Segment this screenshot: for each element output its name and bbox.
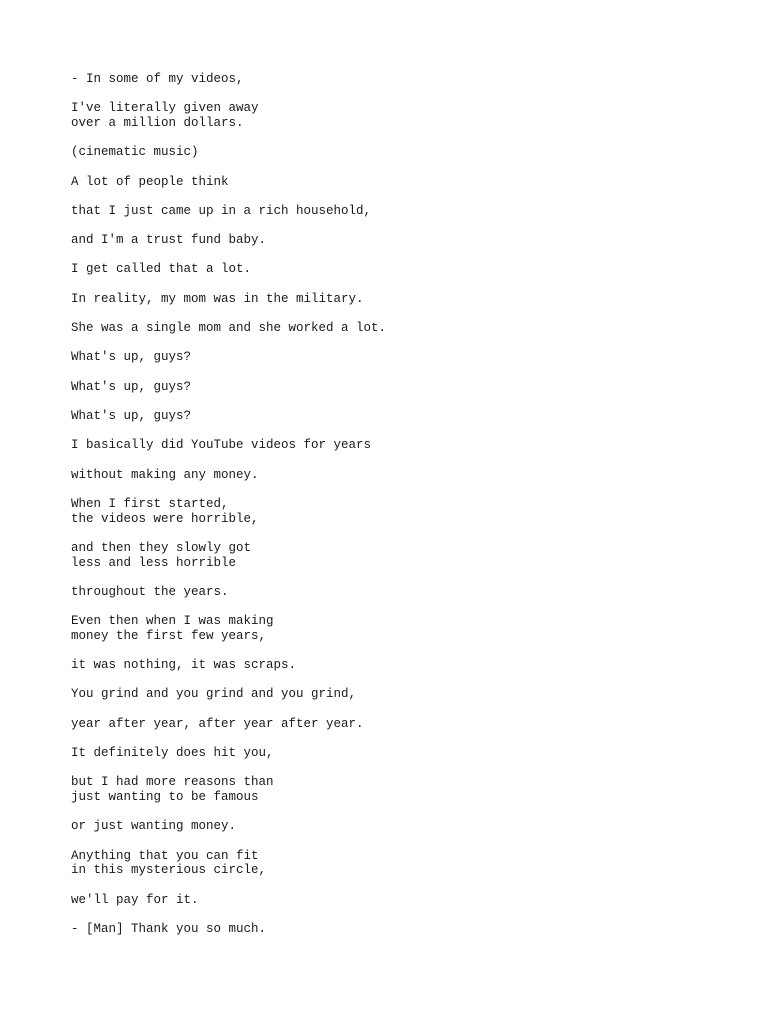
transcript-line: year after year, after year after year. — [71, 716, 364, 731]
transcript-line: we'll pay for it. — [71, 892, 199, 907]
transcript-paragraph — [71, 233, 711, 248]
transcript-line: and I'm a trust fund baby. — [71, 233, 267, 248]
transcript-paragraph — [71, 585, 711, 600]
transcript-body — [71, 72, 711, 951]
transcript-line: that I just came up in a rich household, — [71, 203, 372, 218]
transcript-paragraph — [71, 922, 711, 937]
transcript-paragraph — [71, 614, 711, 643]
transcript-line: without making any money. — [71, 467, 259, 482]
transcript-line: What's up, guys? — [71, 408, 192, 423]
transcript-line: A lot of people think — [71, 174, 229, 189]
transcript-line: What's up, guys? — [71, 350, 192, 365]
transcript-line: it was nothing, it was scraps. — [71, 658, 297, 673]
transcript-paragraph — [71, 819, 711, 834]
transcript-line: throughout the years. — [71, 584, 229, 599]
transcript-line: I get called that a lot. — [71, 262, 252, 277]
transcript-line: It definitely does hit you, — [71, 746, 274, 761]
transcript-line: I basically did YouTube videos for years — [71, 438, 372, 453]
transcript-line: What's up, guys? — [71, 379, 192, 394]
transcript-paragraph — [71, 438, 711, 453]
transcript-line: but I had more reasons than — [71, 775, 274, 790]
transcript-paragraph — [71, 746, 711, 761]
transcript-paragraph — [71, 292, 711, 307]
transcript-paragraph — [71, 658, 711, 673]
transcript-line: (cinematic music) — [71, 145, 199, 160]
transcript-paragraph — [71, 468, 711, 483]
transcript-paragraph — [71, 175, 711, 190]
transcript-line: In reality, my mom was in the military. — [71, 291, 364, 306]
transcript-line: in this mysterious circle, — [71, 863, 267, 878]
transcript-line: Anything that you can fit — [71, 848, 259, 863]
transcript-paragraph — [71, 72, 711, 87]
transcript-paragraph — [71, 541, 711, 570]
transcript-paragraph — [71, 409, 711, 424]
transcript-line: When I first started, — [71, 496, 229, 511]
transcript-paragraph — [71, 497, 711, 526]
transcript-paragraph — [71, 262, 711, 277]
transcript-paragraph — [71, 893, 711, 908]
transcript-line: or just wanting money. — [71, 819, 237, 834]
transcript-line: Even then when I was making — [71, 614, 274, 629]
transcript-line: You grind and you grind and you grind, — [71, 687, 357, 702]
transcript-paragraph — [71, 145, 711, 160]
transcript-paragraph — [71, 101, 711, 130]
transcript-paragraph — [71, 321, 711, 336]
transcript-paragraph — [71, 380, 711, 395]
transcript-line: the videos were horrible, — [71, 511, 259, 526]
transcript-line: - In some of my videos, — [71, 72, 244, 86]
transcript-line: just wanting to be famous — [71, 790, 259, 805]
transcript-line: money the first few years, — [71, 628, 267, 643]
transcript-paragraph — [71, 849, 711, 878]
transcript-paragraph — [71, 687, 711, 702]
transcript-paragraph — [71, 350, 711, 365]
transcript-line: She was a single mom and she worked a lot. — [71, 321, 387, 336]
transcript-line: I've literally given away — [71, 101, 259, 116]
transcript-line: over a million dollars. — [71, 116, 244, 130]
transcript-paragraph — [71, 204, 711, 219]
transcript-line: less and less horrible — [71, 555, 237, 570]
transcript-line: - [Man] Thank you so much. — [71, 921, 267, 936]
transcript-line: and then they slowly got — [71, 540, 252, 555]
transcript-paragraph — [71, 717, 711, 732]
transcript-paragraph — [71, 775, 711, 804]
